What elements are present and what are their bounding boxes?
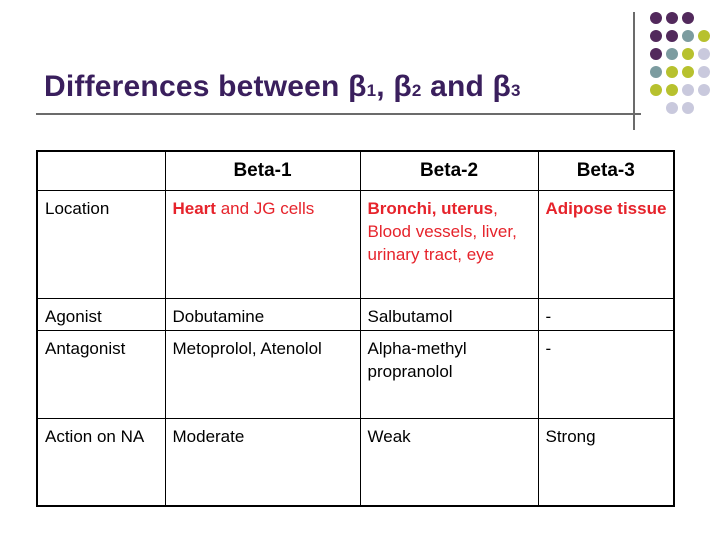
antagonist-beta1-cell: Metoprolol, Atenolol — [165, 330, 360, 418]
decor-dot — [666, 102, 678, 114]
decor-dot — [682, 12, 694, 24]
decor-dot — [682, 66, 694, 78]
title-sep-2: and β — [421, 70, 512, 103]
antagonist-beta2-cell: Alpha-methyl propranolol — [360, 330, 538, 418]
decor-dot — [650, 30, 662, 42]
decor-dot — [666, 48, 678, 60]
title-sub-1: 1 — [366, 81, 377, 100]
decor-dot — [698, 30, 710, 42]
agonist-beta2-cell: Salbutamol — [360, 298, 538, 330]
decor-dot — [682, 84, 694, 96]
table-row-antagonist — [37, 330, 674, 418]
cell-text: Blood vessels, liver, urinary tract, eye — [367, 221, 517, 264]
header-cell-beta2: Beta-2 — [360, 151, 538, 190]
vertical-rule — [633, 12, 635, 130]
decor-dot — [682, 30, 694, 42]
antagonist-beta3-cell: - — [538, 330, 674, 418]
header-cell-empty — [37, 151, 165, 190]
decorative-dot-grid — [650, 12, 722, 122]
decor-dot — [650, 66, 662, 78]
decor-dot — [650, 48, 662, 60]
table-row-action-on-na — [37, 418, 674, 506]
location-beta3-cell — [538, 190, 674, 298]
decor-dot — [650, 84, 662, 96]
cell-text: and JG cells — [215, 198, 315, 218]
decor-dot — [682, 102, 694, 114]
highlight-text: Heart — [172, 198, 216, 218]
title-sep-1: , β — [376, 70, 412, 103]
row-label: Action on NA — [37, 418, 165, 506]
title-prefix: Differences between β — [44, 70, 367, 103]
action-beta2-cell: Weak — [360, 418, 538, 506]
decor-dot — [698, 48, 710, 60]
title-underline — [36, 113, 641, 115]
decor-dot — [666, 30, 678, 42]
row-label: Agonist — [37, 298, 165, 330]
header-cell-beta3: Beta-3 — [538, 151, 674, 190]
table-header-row — [37, 151, 674, 190]
location-beta2-cell — [360, 190, 538, 298]
table-row-agonist — [37, 298, 674, 330]
header-cell-beta1: Beta-1 — [165, 151, 360, 190]
location-beta1-cell — [165, 190, 360, 298]
highlight-text: Bronchi, uterus — [367, 198, 494, 218]
cell-text: , — [493, 198, 498, 218]
decor-dot — [698, 84, 710, 96]
title-sub-3: 3 — [511, 81, 521, 100]
action-beta3-cell: Strong — [538, 418, 674, 506]
decor-dot — [666, 12, 678, 24]
slide-title — [44, 70, 521, 104]
action-beta1-cell: Moderate — [165, 418, 360, 506]
decor-dot — [698, 66, 710, 78]
agonist-beta1-cell: Dobutamine — [165, 298, 360, 330]
decor-dot — [682, 48, 694, 60]
highlight-text: Adipose tissue — [545, 198, 667, 218]
row-label: Antagonist — [37, 330, 165, 418]
beta-receptor-table — [36, 150, 675, 507]
agonist-beta3-cell: - — [538, 298, 674, 330]
row-label: Location — [37, 190, 165, 298]
decor-dot — [650, 12, 662, 24]
title-sub-2: 2 — [411, 81, 422, 100]
table-row-location — [37, 190, 674, 298]
decor-dot — [666, 84, 678, 96]
decor-dot — [666, 66, 678, 78]
